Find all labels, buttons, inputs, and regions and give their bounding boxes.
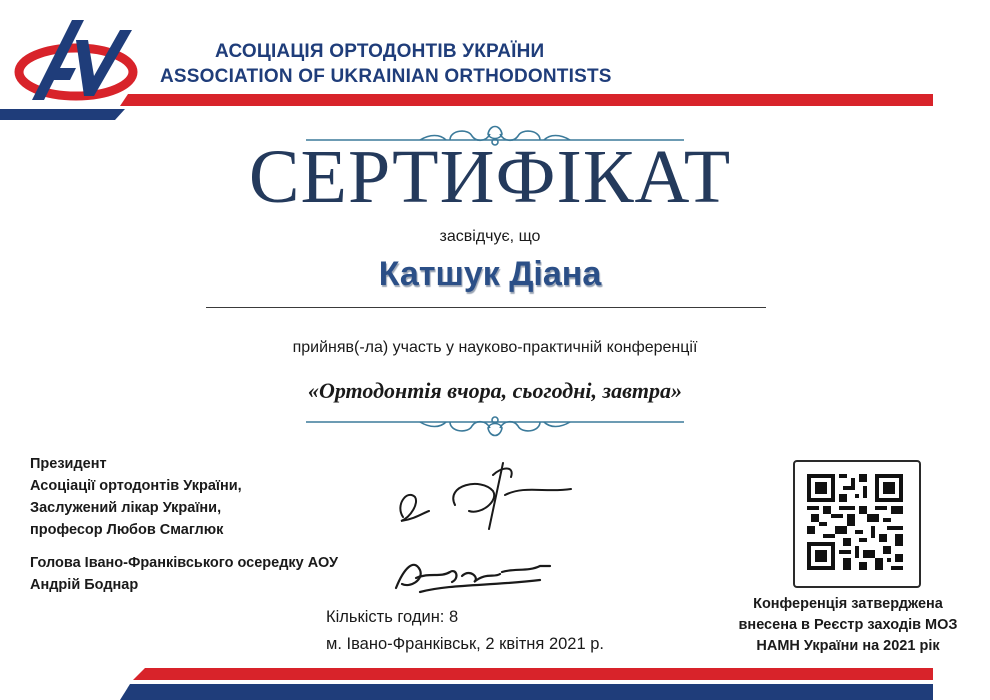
certificate-title: СЕРТИФІКАТ: [248, 135, 732, 219]
signatory-line: Голова Івано-Франківського осередку АОУ: [30, 555, 338, 571]
signatory-line: Президент: [30, 456, 107, 472]
approval-line: НАМН України на 2021 рік: [756, 638, 940, 654]
approval-note: [718, 594, 978, 657]
signatory-line: Заслужений лікар України,: [30, 500, 222, 516]
recipient-name: Катшук Діана: [378, 255, 602, 293]
signatory-line: Асоціації ортодонтів України,: [30, 478, 242, 494]
certifies-text: засвідчує, що: [439, 228, 541, 245]
approval-line: внесена в Реєстр заходів МОЗ: [738, 617, 958, 633]
president-signatory: [30, 453, 242, 541]
recipient-underline: [206, 307, 766, 308]
signatory-line: професор Любов Смаглюк: [30, 522, 224, 538]
organization-name-ua: АСОЦІАЦІЯ ОРТОДОНТІВ УКРАЇНИ: [215, 41, 545, 62]
place-date: м. Івано-Франківськ, 2 квітня 2021 р.: [326, 635, 604, 653]
branch-head-signature: [390, 548, 560, 598]
header-stripe: [0, 92, 933, 120]
footer-stripe: [0, 664, 933, 700]
conference-title: «Ортодонтія вчора, сьогодні, завтра»: [307, 378, 683, 403]
branch-head-signatory: [30, 552, 338, 596]
organization-name-en: ASSOCIATION OF UKRAINIAN ORTHODONTISTS: [160, 66, 612, 87]
hours-count: Кількість годин: 8: [326, 608, 459, 626]
participation-text: прийняв(-ла) участь у науково-практичній конференції: [292, 339, 698, 356]
approval-line: Конференція затверджена: [753, 596, 943, 612]
president-signature: [385, 455, 585, 535]
qr-code-icon: [807, 474, 903, 570]
ornament-bottom: [300, 412, 690, 442]
signatory-line: Андрій Боднар: [30, 577, 139, 593]
